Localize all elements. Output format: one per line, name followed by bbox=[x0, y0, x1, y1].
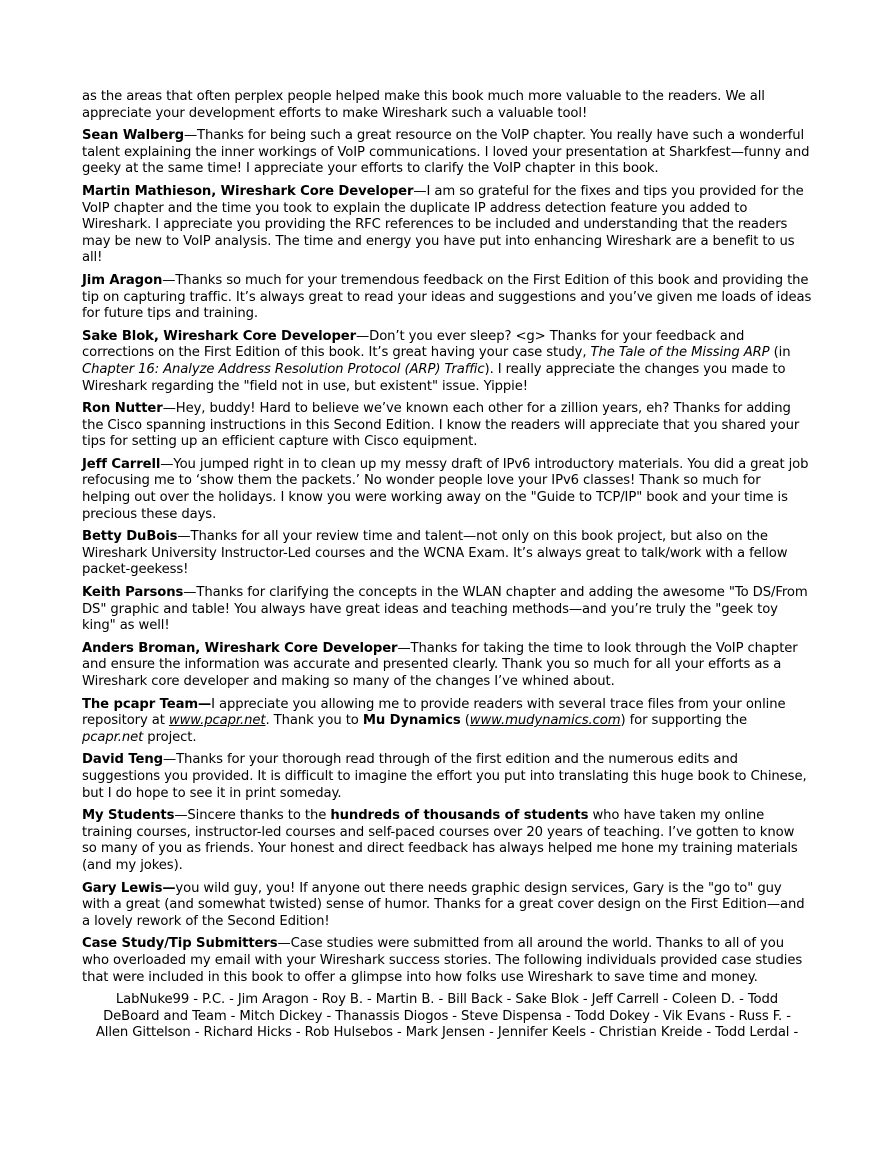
bold-name: Jim Aragon bbox=[82, 272, 163, 288]
acknowledgments-page bbox=[82, 89, 812, 1042]
italic-text: pcapr.net bbox=[82, 729, 144, 745]
acknowledgment-paragraph bbox=[82, 401, 812, 451]
acknowledgment-paragraph bbox=[82, 585, 812, 635]
acknowledgment-paragraph bbox=[82, 273, 812, 323]
acknowledgment-paragraph bbox=[82, 457, 812, 523]
acknowledgment-paragraphs bbox=[82, 89, 812, 986]
body-text: —You jumped right in to clean up my messy draft of IPv6 introductory materials. You did a great job refocusing me to ‘show them the packets.’ No wonder people love your IPv6 classes! Thank so much for helping out over the holidays. I know you were working away on the "Guide to TCP/IP" book and your time is precious these days. bbox=[82, 456, 809, 522]
url-link: www.mudynamics.com bbox=[469, 713, 621, 729]
bold-name: Keith Parsons bbox=[82, 585, 184, 601]
body-text: ) for supporting the bbox=[620, 713, 748, 729]
acknowledgment-paragraph bbox=[82, 128, 812, 178]
acknowledgment-paragraph bbox=[82, 329, 812, 395]
body-text: you wild guy, you! If anyone out there needs graphic design services, Gary is the "go to" guy with a great (and somewhat twisted) sense of humor. Thanks for a great cover design on the First Edition—and a lovely rework of the Second Edition! bbox=[82, 880, 805, 929]
acknowledgment-paragraph bbox=[82, 184, 812, 267]
bold-name: Anders Broman, Wireshark Core Developer bbox=[82, 640, 398, 656]
body-text: —Case studies were submitted from all around the world. Thanks to all of you who overloaded my email with your Wireshark success stories. The following individuals provided case studies that were included in this book to offer a glimpse into how folks use Wireshark to save time and money. bbox=[82, 936, 803, 985]
acknowledgment-paragraph bbox=[82, 881, 812, 931]
acknowledgment-paragraph bbox=[82, 697, 812, 747]
body-text: . Thank you to bbox=[265, 713, 363, 729]
bold-name: Martin Mathieson, Wireshark Core Developer bbox=[82, 183, 414, 199]
bold-name: Ron Nutter bbox=[82, 401, 163, 417]
bold-name: David Teng bbox=[82, 752, 164, 768]
acknowledgment-paragraph bbox=[82, 89, 812, 122]
body-text: as the areas that often perplex people helped make this book much more valuable to the readers. We all appreciate your development efforts to make Wireshark such a valuable tool! bbox=[82, 89, 765, 121]
body-text: ). I really appreciate the changes you made to Wireshark regarding the "field not in use, but existent" issue. Yippie! bbox=[82, 361, 786, 394]
bold-name: Betty DuBois bbox=[82, 529, 178, 545]
body-text: who have taken my online training courses, instructor-led courses and self-paced courses over 20 years of teaching. I’ve gotten to know so many of you as friends. Your honest and direct feedback has always helped me hone my training materials (and my jokes). bbox=[82, 808, 798, 873]
contributor-names: LabNuke99 - P.C. - Jim Aragon - Roy B. - Martin B. - Bill Back - Sake Blok - Jeff Carrell - Coleen D. - Todd DeBoard and Team - Mitch Dickey - Thanassis Diogos - Steve Dispensa - Todd Dokey - Vik Evans - Russ F. - Allen Gittelson - Richard Hicks - Rob Hulsebos - Mark Jensen - Jennifer Keels - Christian Kreide - Todd Lerdal - bbox=[95, 992, 799, 1041]
url-link: www.pcapr.net bbox=[168, 713, 266, 729]
bold-name: Mu Dynamics bbox=[362, 713, 461, 729]
body-text: —Thanks so much for your tremendous feedback on the First Edition of this book and providing the tip on capturing traffic. It’s always great to read your ideas and suggestions and you’ve given me loads of ideas for future tips and training. bbox=[82, 272, 812, 322]
body-text: —Thanks for all your review time and talent—not only on this book project, but also on the Wireshark University Instructor-Led courses and the WCNA Exam. It’s always great to talk/work with a fellow packet-geekess! bbox=[82, 529, 788, 578]
body-text: —Thanks for clarifying the concepts in the WLAN chapter and adding the awesome "To DS/From DS" graphic and table! You always have great ideas and teaching methods—and you’re truly the "geek toy king" as well! bbox=[82, 585, 808, 634]
italic-text: Chapter 16: Analyze Address Resolution Protocol (ARP) Traffic bbox=[82, 361, 485, 377]
body-text: —Thanks for being such a great resource on the VoIP chapter. You really have such a wonderful talent explaining the inner workings of VoIP communications. I loved your presentation at Sharkfest—funny and geeky at the same time! I appreciate your efforts to clarify the VoIP chapter in this book. bbox=[82, 128, 810, 177]
bold-name: Jeff Carrell bbox=[82, 456, 161, 472]
bold-name: Sean Walberg bbox=[82, 128, 184, 144]
body-text: —Hey, buddy! Hard to believe we’ve known each other for a zillion years, eh? Thanks for adding the Cisco spanning instructions in this Second Edition. I know the readers will appreciate that you shared your tips for setting up an efficient capture with Cisco equipment. bbox=[82, 401, 800, 450]
body-text: —Thanks for your thorough read through of the first edition and the numerous edits and suggestions you provided. It is difficult to imagine the effort you put into translating this huge book to Chinese, but I do hope to see it in print someday. bbox=[82, 752, 807, 801]
body-text: (in bbox=[769, 345, 791, 361]
bold-name: Case Study/Tip Submitters bbox=[82, 936, 278, 952]
bold-name: Sake Blok, Wireshark Core Developer bbox=[82, 328, 357, 344]
body-text: —I am so grateful for the fixes and tips you provided for the VoIP chapter and the time you took to explain the duplicate IP address detection feature you added to Wireshark. I appreciate you providing the RFC references to be included and understanding that the readers may be new to VoIP analysis. The time and energy you have put into enhancing Wireshark are a benefit to us all! bbox=[82, 183, 804, 266]
body-text: —Thanks for taking the time to look through the VoIP chapter and ensure the information was accurate and presented clearly. Thank you so much for all your efforts as a Wireshark core developer and making so many of the changes I’ve whined about. bbox=[82, 640, 798, 689]
acknowledgment-paragraph bbox=[82, 752, 812, 802]
acknowledgment-paragraph bbox=[82, 529, 812, 579]
acknowledgment-paragraph bbox=[82, 936, 812, 986]
bold-name: The pcapr Team— bbox=[82, 696, 212, 712]
body-text: project. bbox=[143, 729, 197, 745]
acknowledgment-paragraph bbox=[82, 641, 812, 691]
acknowledgment-paragraph bbox=[82, 808, 812, 874]
body-text: —Sincere thanks to the bbox=[174, 808, 331, 824]
bold-name: hundreds of thousands of students bbox=[330, 808, 589, 824]
italic-text: The Tale of the Missing ARP bbox=[590, 345, 770, 361]
body-text: I appreciate you allowing me to provide readers with several trace files from your online repository at bbox=[82, 696, 786, 729]
bold-name: My Students bbox=[82, 808, 175, 824]
body-text: ( bbox=[460, 713, 470, 729]
body-text: —Don’t you ever sleep? <g> Thanks for your feedback and corrections on the First Edition of this book. It’s great having your case study, bbox=[82, 328, 745, 361]
bold-name: Gary Lewis— bbox=[82, 880, 176, 896]
